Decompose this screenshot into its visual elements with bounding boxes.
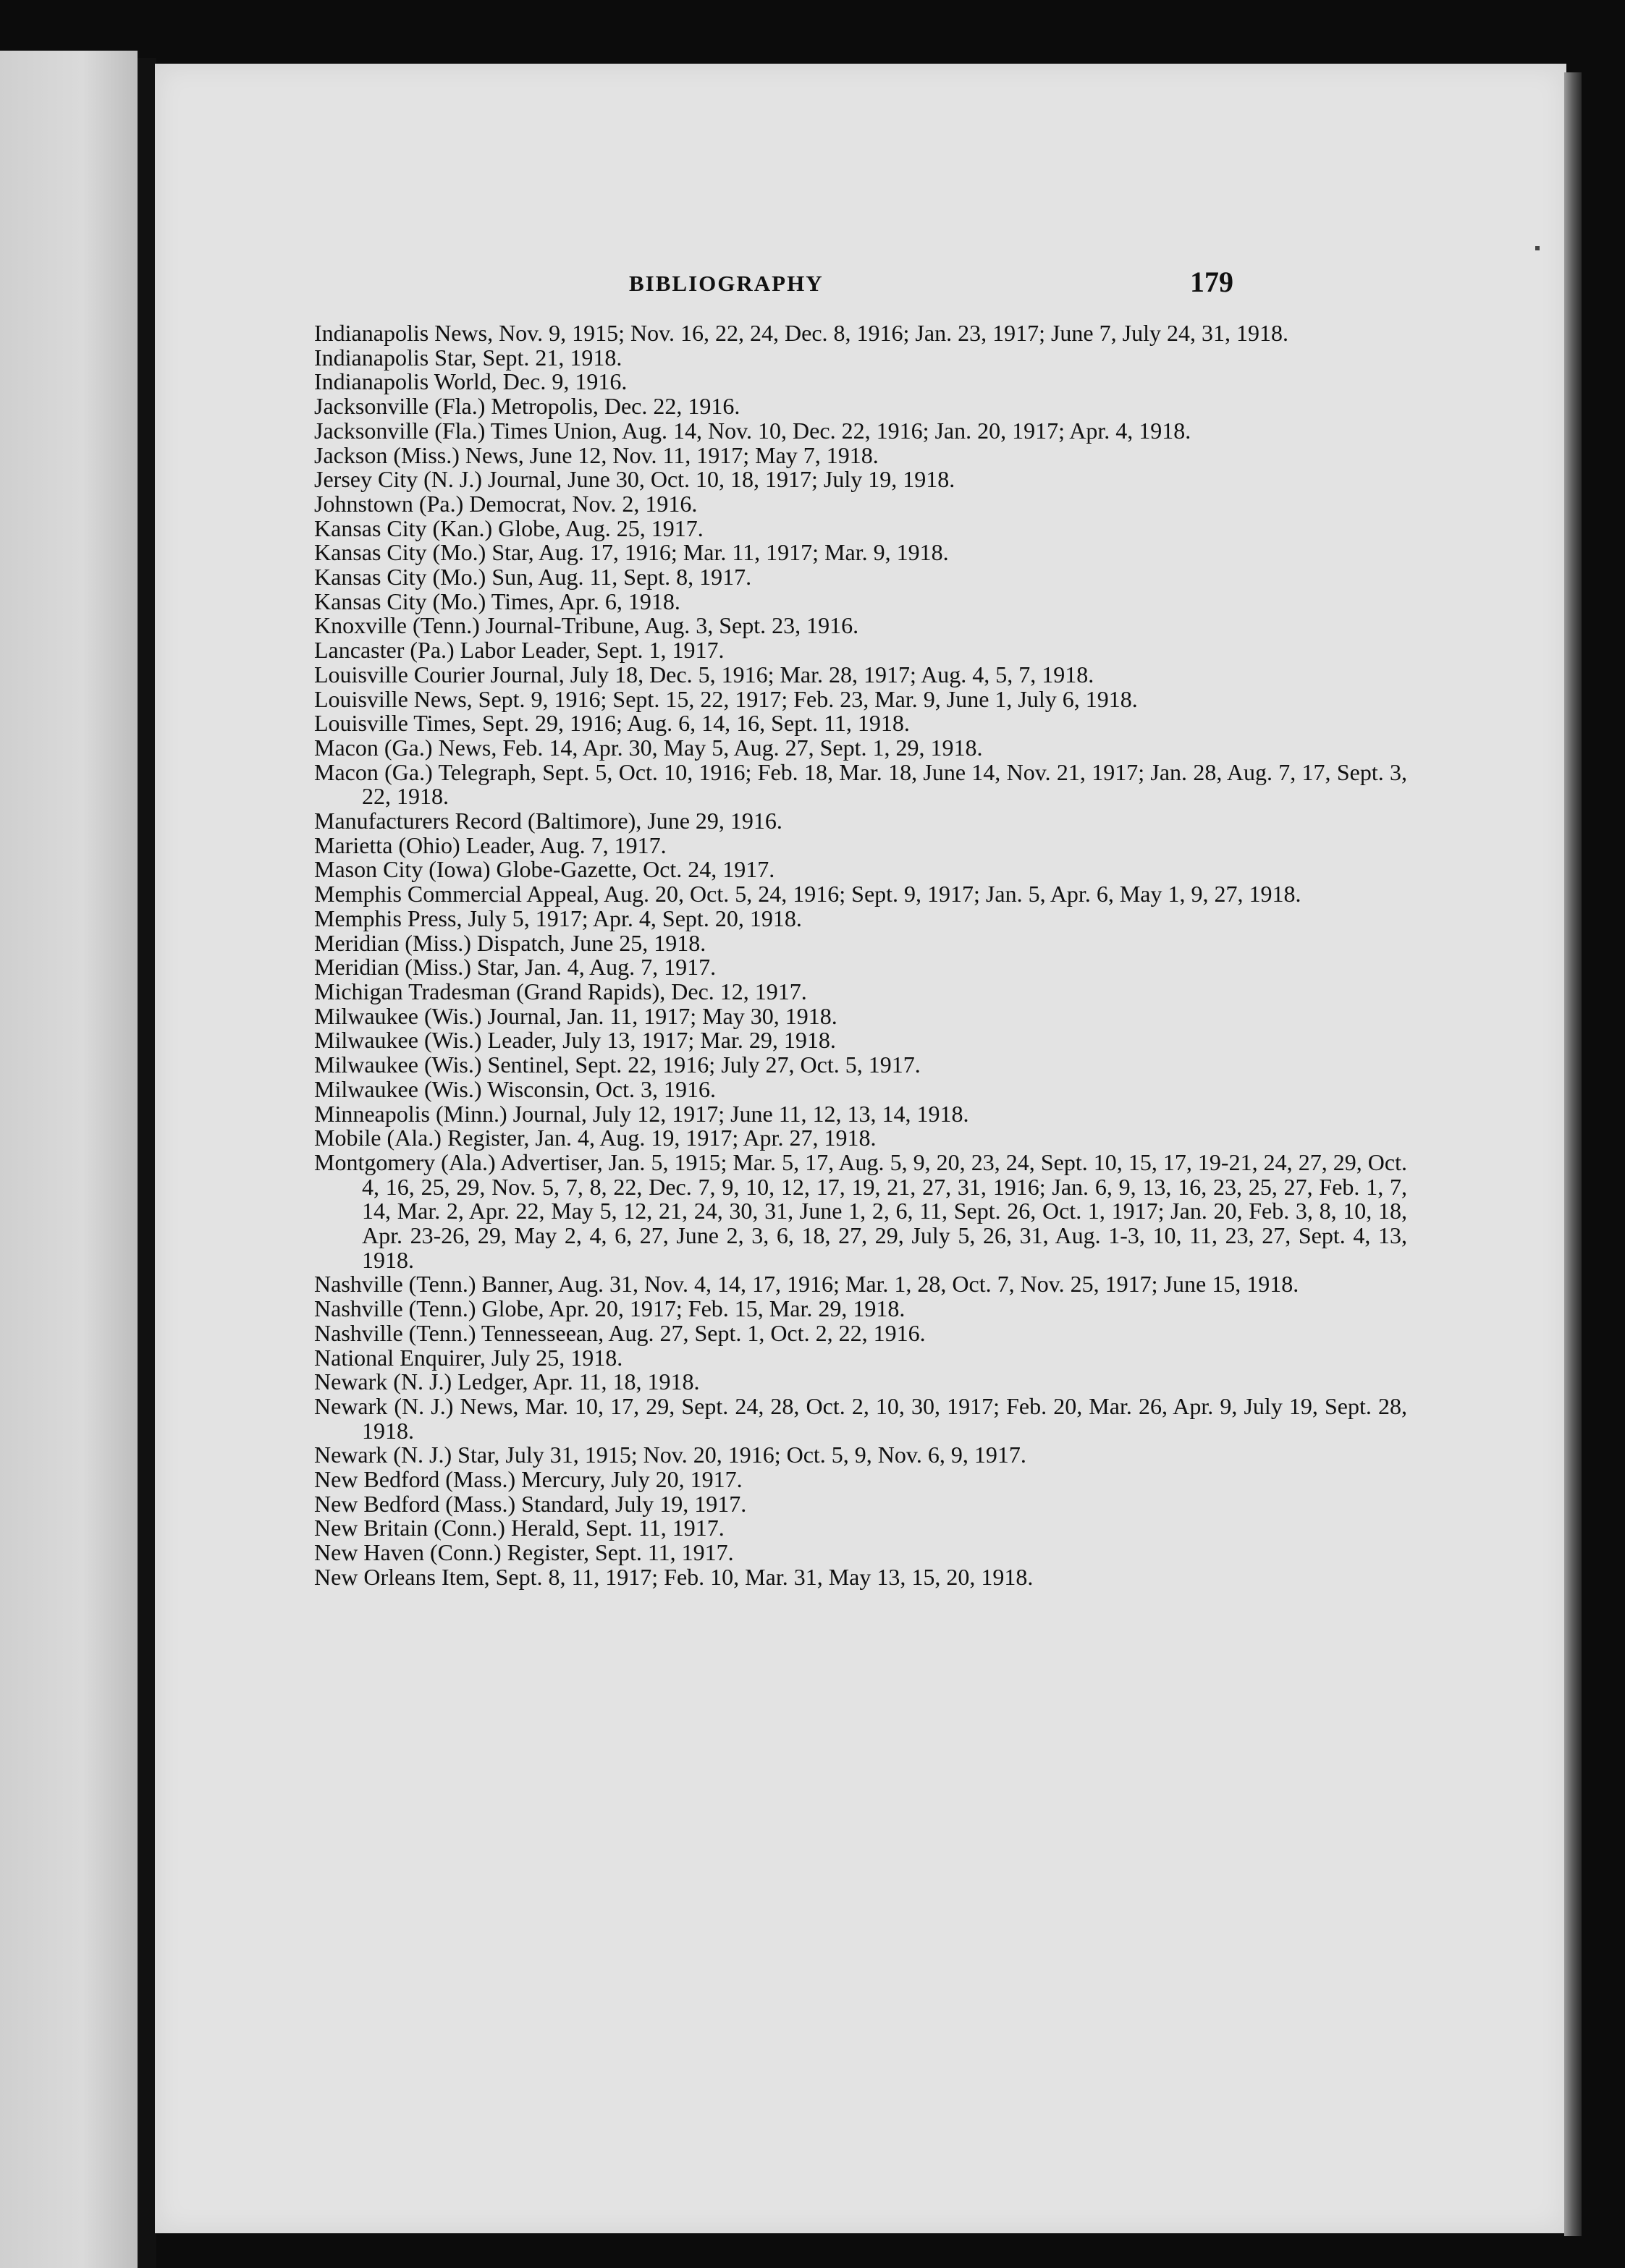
bibliography-entry: Kansas City (Kan.) Globe, Aug. 25, 1917. <box>314 515 704 541</box>
page-number: 179 <box>1190 266 1233 298</box>
bibliography-entry: New Bedford (Mass.) Mercury, July 20, 1917. <box>314 1466 743 1493</box>
bibliography-entry: Louisville Courier Journal, July 18, Dec. 5, 1916; Mar. 28, 1917; Aug. 4, 5, 7, 1918. <box>314 661 1094 687</box>
bibliography-entry: New Britain (Conn.) Herald, Sept. 11, 1917. <box>314 1515 725 1541</box>
bibliography-entry: Memphis Press, July 5, 1917; Apr. 4, Sept. 20, 1918. <box>314 905 802 931</box>
page-block-edge <box>1564 72 1582 2236</box>
bibliography-entry: Louisville Times, Sept. 29, 1916; Aug. 6, 14, 16, Sept. 11, 1918. <box>314 710 910 737</box>
bibliography-entry: Newark (N. J.) Star, July 31, 1915; Nov. 20, 1916; Oct. 5, 9, Nov. 6, 9, 1917. <box>314 1442 1026 1468</box>
book-page <box>155 64 1566 2233</box>
bibliography-entry: Milwaukee (Wis.) Leader, July 13, 1917; Mar. 29, 1918. <box>314 1027 836 1054</box>
bibliography-entry: Meridian (Miss.) Dispatch, June 25, 1918. <box>314 929 706 956</box>
bibliography-entry: Jackson (Miss.) News, June 12, Nov. 11, 1917; May 7, 1918. <box>314 441 879 468</box>
bibliography-entry: Nashville (Tenn.) Banner, Aug. 31, Nov. 4, 14, 17, 1916; Mar. 1, 28, Oct. 7, Nov. 25, 1917; June 15, 1918. <box>314 1271 1299 1298</box>
bibliography-entry: Macon (Ga.) Telegraph, Sept. 5, Oct. 10, 1916; Feb. 18, Mar. 18, June 14, Nov. 21, 1917; Jan. 28, Aug. 7, 17, Sept. 3, 22, 1918. <box>314 758 1407 810</box>
bibliography-entry: Knoxville (Tenn.) Journal-Tribune, Aug. 3, Sept. 23, 1916. <box>314 612 859 639</box>
bibliography-entry: Michigan Tradesman (Grand Rapids), Dec. 12, 1917. <box>314 978 807 1004</box>
bibliography-entry: New Haven (Conn.) Register, Sept. 11, 1917. <box>314 1539 734 1566</box>
bibliography-entry: New Orleans Item, Sept. 8, 11, 1917; Feb. 10, Mar. 31, May 13, 15, 20, 1918. <box>314 1563 1034 1590</box>
bibliography-entry: National Enquirer, July 25, 1918. <box>314 1344 623 1371</box>
bibliography-entry: Kansas City (Mo.) Times, Apr. 6, 1918. <box>314 588 680 614</box>
bibliography-entry: Memphis Commercial Appeal, Aug. 20, Oct. 5, 24, 1916; Sept. 9, 1917; Jan. 5, Apr. 6, May 1, 9, 27, 1918. <box>314 881 1301 907</box>
bibliography-entry: Mobile (Ala.) Register, Jan. 4, Aug. 19, 1917; Apr. 27, 1918. <box>314 1125 877 1151</box>
bibliography-entry: Indianapolis Star, Sept. 21, 1918. <box>314 344 622 371</box>
facing-page-edge <box>0 51 138 2268</box>
bibliography-entry: Manufacturers Record (Baltimore), June 29, 1916. <box>314 808 782 834</box>
bibliography-entry: Meridian (Miss.) Star, Jan. 4, Aug. 7, 1917. <box>314 954 717 981</box>
bibliography-entry: Indianapolis News, Nov. 9, 1915; Nov. 16, 22, 24, Dec. 8, 1916; Jan. 23, 1917; June 7, July 24, 31, 1918. <box>314 320 1288 346</box>
bibliography-entry: Kansas City (Mo.) Sun, Aug. 11, Sept. 8, 1917. <box>314 564 752 591</box>
bibliography-entry: Nashville (Tenn.) Globe, Apr. 20, 1917; Feb. 15, Mar. 29, 1918. <box>314 1295 906 1322</box>
page-title: BIBLIOGRAPHY <box>629 271 824 296</box>
bibliography-entry: Montgomery (Ala.) Advertiser, Jan. 5, 1915; Mar. 5, 17, Aug. 5, 9, 20, 23, 24, Sept. 10, 15, 17, 19-21, 24, 27, 29, Oct. 4, 16, 25, 29, Nov. 5, 7, 8, 22, Dec. 7, 9, 10, 12, 17, 19, 21, 27, 31, 1916; Jan. 6, 9, 13, 16, 23, 25, 27, Feb. 1, 7, 14, Mar. 2, Apr. 22, May 5, 12, 21, 24, 30, 31, June 1, 2, 6, 11, Sept. 26, Oct. 1, 1917; Jan. 20, Feb. 3, 8, 10, 18, Apr. 23-26, 29, May 2, 4, 6, 27, June 2, 3, 6, 18, 27, 29, July 5, 26, 31, Aug. 1-3, 10, 11, 23, 27, Sept. 4, 13, 1918. <box>314 1148 1407 1273</box>
bibliography-entry: Indianapolis World, Dec. 9, 1916. <box>314 368 628 395</box>
bibliography-entry: Milwaukee (Wis.) Journal, Jan. 11, 1917; May 30, 1918. <box>314 1002 837 1029</box>
bibliography-entry: Milwaukee (Wis.) Sentinel, Sept. 22, 1916; July 27, Oct. 5, 1917. <box>314 1052 921 1078</box>
bibliography-entry: Macon (Ga.) News, Feb. 14, Apr. 30, May 5, Aug. 27, Sept. 1, 29, 1918. <box>314 734 983 761</box>
bibliography-entry: Minneapolis (Minn.) Journal, July 12, 1917; June 11, 12, 13, 14, 1918. <box>314 1100 969 1127</box>
bibliography-entry: Jacksonville (Fla.) Times Union, Aug. 14, Nov. 10, Dec. 22, 1916; Jan. 20, 1917; Apr. 4, 1918. <box>314 417 1191 444</box>
bibliography-entry: Newark (N. J.) News, Mar. 10, 17, 29, Sept. 24, 28, Oct. 2, 10, 30, 1917; Feb. 20, Mar. 26, Apr. 9, July 19, Sept. 28, 1918. <box>314 1392 1407 1444</box>
bibliography-entry: Mason City (Iowa) Globe-Gazette, Oct. 24, 1917. <box>314 856 775 883</box>
bibliography-entry: Louisville News, Sept. 9, 1916; Sept. 15, 22, 1917; Feb. 23, Mar. 9, June 1, July 6, 1918. <box>314 685 1138 712</box>
book-gutter <box>138 58 156 2268</box>
bibliography-entry: Marietta (Ohio) Leader, Aug. 7, 1917. <box>314 832 667 858</box>
bibliography-entry: Lancaster (Pa.) Labor Leader, Sept. 1, 1917. <box>314 637 725 664</box>
scan-speck <box>1535 246 1540 250</box>
bibliography-entry: Jersey City (N. J.) Journal, June 30, Oct. 10, 18, 1917; July 19, 1918. <box>314 466 955 493</box>
running-head <box>155 265 1566 308</box>
bibliography-entry: Milwaukee (Wis.) Wisconsin, Oct. 3, 1916. <box>314 1075 716 1102</box>
bibliography-entry: Johnstown (Pa.) Democrat, Nov. 2, 1916. <box>314 490 698 517</box>
bibliography-list <box>314 321 1407 1590</box>
bibliography-entry: New Bedford (Mass.) Standard, July 19, 1917. <box>314 1490 747 1517</box>
bibliography-entry: Newark (N. J.) Ledger, Apr. 11, 18, 1918. <box>314 1368 700 1395</box>
bibliography-entry: Jacksonville (Fla.) Metropolis, Dec. 22, 1916. <box>314 393 740 420</box>
bibliography-entry: Nashville (Tenn.) Tennesseean, Aug. 27, Sept. 1, Oct. 2, 22, 1916. <box>314 1319 926 1346</box>
bibliography-entry: Kansas City (Mo.) Star, Aug. 17, 1916; Mar. 11, 1917; Mar. 9, 1918. <box>314 539 949 566</box>
